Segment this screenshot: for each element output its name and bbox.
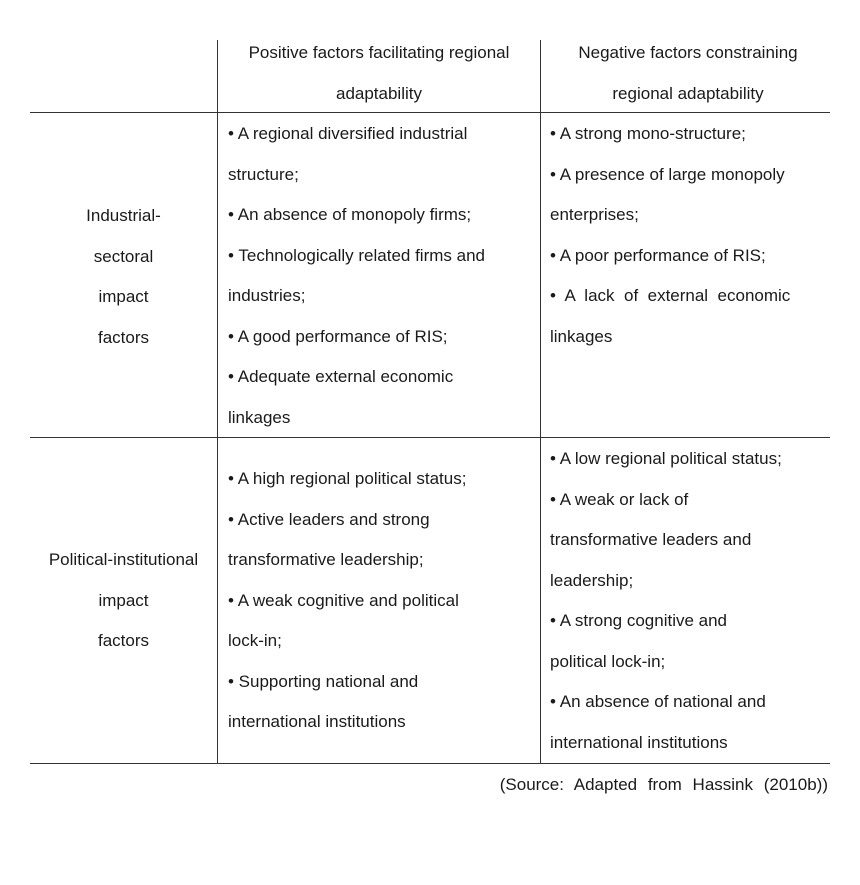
factor-line: • A weak or lack of — [550, 489, 689, 509]
row-label-line: Political-institutional — [48, 550, 199, 569]
factor-line: • A strong cognitive and — [550, 611, 728, 630]
factor-line: political lock-in; — [550, 651, 666, 671]
factor-line: transformative leaders and — [550, 530, 752, 549]
row-label-line: Industrial- — [86, 206, 161, 225]
factor-line: • A lack of external economic — [550, 286, 791, 305]
factor-line: • A poor performance of RIS; — [550, 245, 766, 265]
row-label-line: factors — [97, 631, 150, 650]
political-negative-factors — [550, 439, 830, 763]
source-note: (Source: Adapted from Hassink (2010b)) — [499, 775, 828, 794]
header-negative-line: regional adaptability — [612, 83, 764, 103]
factor-line: lock-in; — [228, 631, 282, 650]
factor-line: • A high regional political status; — [228, 469, 467, 488]
factor-line: • An absence of monopoly firms; — [228, 205, 472, 224]
factor-line: • A good performance of RIS; — [228, 326, 448, 346]
factor-line: industries; — [228, 286, 306, 305]
factor-line: international institutions — [228, 712, 406, 731]
industrial-positive-factors — [228, 114, 536, 438]
header-negative-line: Negative factors constraining — [578, 43, 798, 62]
header-negative — [541, 33, 835, 114]
factor-line: • A presence of large monopoly — [550, 164, 785, 184]
factor-line: international institutions — [550, 732, 728, 752]
row-label-line: factors — [97, 327, 150, 347]
political-positive-factors — [228, 459, 536, 743]
factor-line: structure; — [228, 164, 299, 184]
factor-line: • A strong mono-structure; — [550, 124, 746, 143]
factor-line: • Technologically related firms and — [228, 245, 485, 265]
factor-line: • A low regional political status; — [550, 449, 782, 468]
factor-line: • Adequate external economic — [228, 367, 454, 386]
row-label-line: impact — [98, 590, 149, 610]
factor-line: • Active leaders and strong — [228, 509, 430, 529]
header-positive — [218, 33, 540, 114]
row-label-industrial — [30, 196, 217, 358]
industrial-negative-factors — [550, 114, 830, 357]
header-positive-line: Positive factors facilitating regional — [248, 43, 510, 62]
header-positive-line: adaptability — [335, 83, 422, 103]
column-divider-left — [217, 40, 218, 764]
factor-line: transformative leadership; — [228, 550, 424, 569]
row-label-line: sectoral — [93, 246, 154, 266]
row-label-line: impact — [98, 287, 149, 306]
table-bottom-rule — [30, 763, 830, 764]
column-divider-right — [540, 40, 541, 764]
factor-line: • A regional diversified industrial — [228, 124, 468, 143]
factor-line: leadership; — [550, 570, 634, 590]
factor-line: linkages — [550, 326, 613, 346]
factor-line: enterprises; — [550, 205, 639, 224]
factor-line: • An absence of national and — [550, 692, 766, 711]
factor-line: • Supporting national and — [228, 671, 419, 691]
factor-line: • A weak cognitive and political — [228, 590, 459, 610]
row-label-political — [30, 540, 217, 662]
factor-line: linkages — [228, 407, 291, 427]
